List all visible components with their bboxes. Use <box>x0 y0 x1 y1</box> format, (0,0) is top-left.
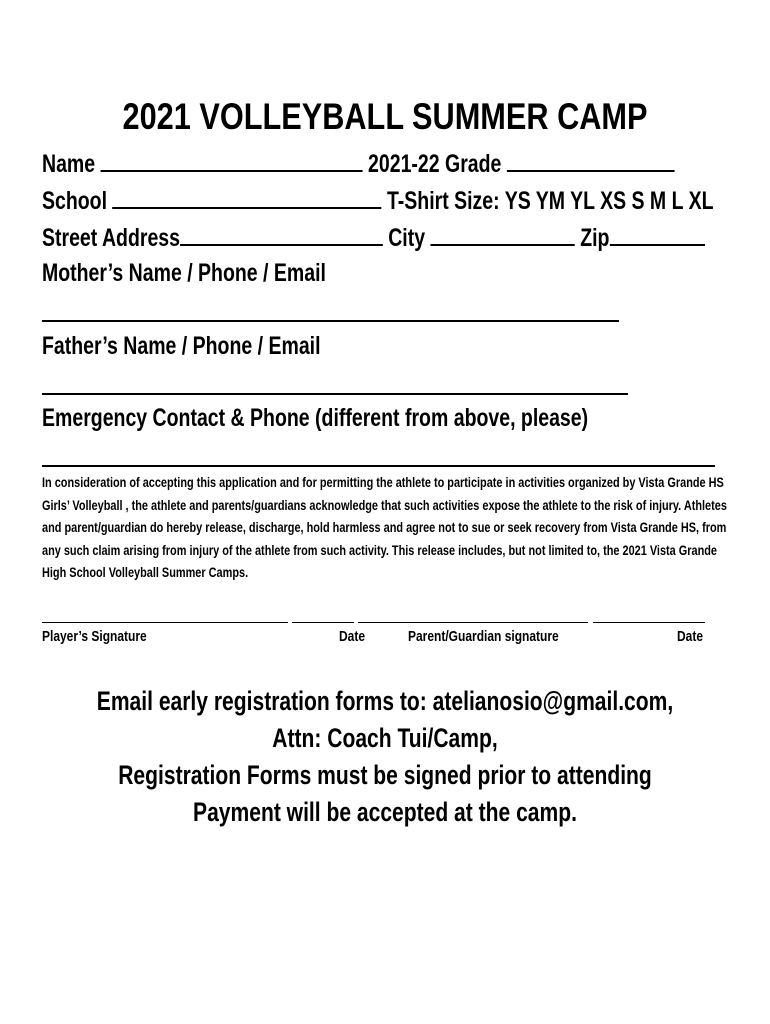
grade-label: 2021-22 Grade <box>368 150 502 178</box>
parent-date-label: Date <box>677 628 704 645</box>
name-field[interactable] <box>101 148 363 172</box>
school-field[interactable] <box>112 185 381 209</box>
school-label: School <box>42 187 108 215</box>
player-date-field[interactable] <box>292 622 354 623</box>
grade-field[interactable] <box>507 148 675 172</box>
player-signature-label: Player’s Signature <box>42 628 147 645</box>
signing-requirement: Registration Forms must be signed prior to attending <box>118 760 652 790</box>
parent-signature-label: Parent/Guardian signature <box>408 628 559 645</box>
zip-label: Zip <box>580 224 610 252</box>
emergency-contact-field[interactable] <box>42 465 715 467</box>
city-field[interactable] <box>430 222 574 246</box>
attention-line: Attn: Coach Tui/Camp, <box>272 723 498 753</box>
emergency-contact-label: Emergency Contact & Phone (different from above, please) <box>42 404 589 432</box>
father-info-field[interactable] <box>42 393 628 395</box>
player-date-label: Date <box>339 628 366 645</box>
liability-release-text: In consideration of accepting this application and for permitting the athlete to participate in activities organized by Vista Grande HS Girls’ Volleyball , the athlete and parents/guardians acknowledge that such activities expose the athlete to the risk of injury. Athletes and parent/guardian do hereby release, discharge, hold harmless and agree not to sue or seek recovery from Vista Grande HS, from any such claim arising from injury of the athlete from such activity. This release includes, but not limited to, the 2021 Vista Grande High School Volleyball Summer Camps. <box>42 474 727 580</box>
city-label: City <box>388 224 426 252</box>
zip-field[interactable] <box>609 222 704 246</box>
address-row <box>42 222 705 253</box>
player-signature-field[interactable] <box>42 622 288 623</box>
name-label: Name <box>42 150 96 178</box>
name-grade-row <box>42 148 675 179</box>
school-tshirt-row <box>42 185 713 216</box>
payment-note: Payment will be accepted at the camp. <box>193 797 577 827</box>
parent-date-field[interactable] <box>593 622 705 623</box>
form-title: 2021 VOLLEYBALL SUMMER CAMP <box>122 96 648 137</box>
mother-label: Mother’s Name / Phone / Email <box>42 259 326 287</box>
email-instructions: Email early registration forms to: atelianosio@gmail.com, <box>96 686 674 716</box>
tshirt-size-label: T-Shirt Size: YS YM YL XS S M L XL <box>386 187 714 215</box>
mother-info-field[interactable] <box>42 320 619 322</box>
street-address-label: Street Address <box>42 224 180 252</box>
father-label: Father’s Name / Phone / Email <box>42 332 321 360</box>
street-address-field[interactable] <box>180 222 383 246</box>
parent-signature-field[interactable] <box>358 622 588 623</box>
